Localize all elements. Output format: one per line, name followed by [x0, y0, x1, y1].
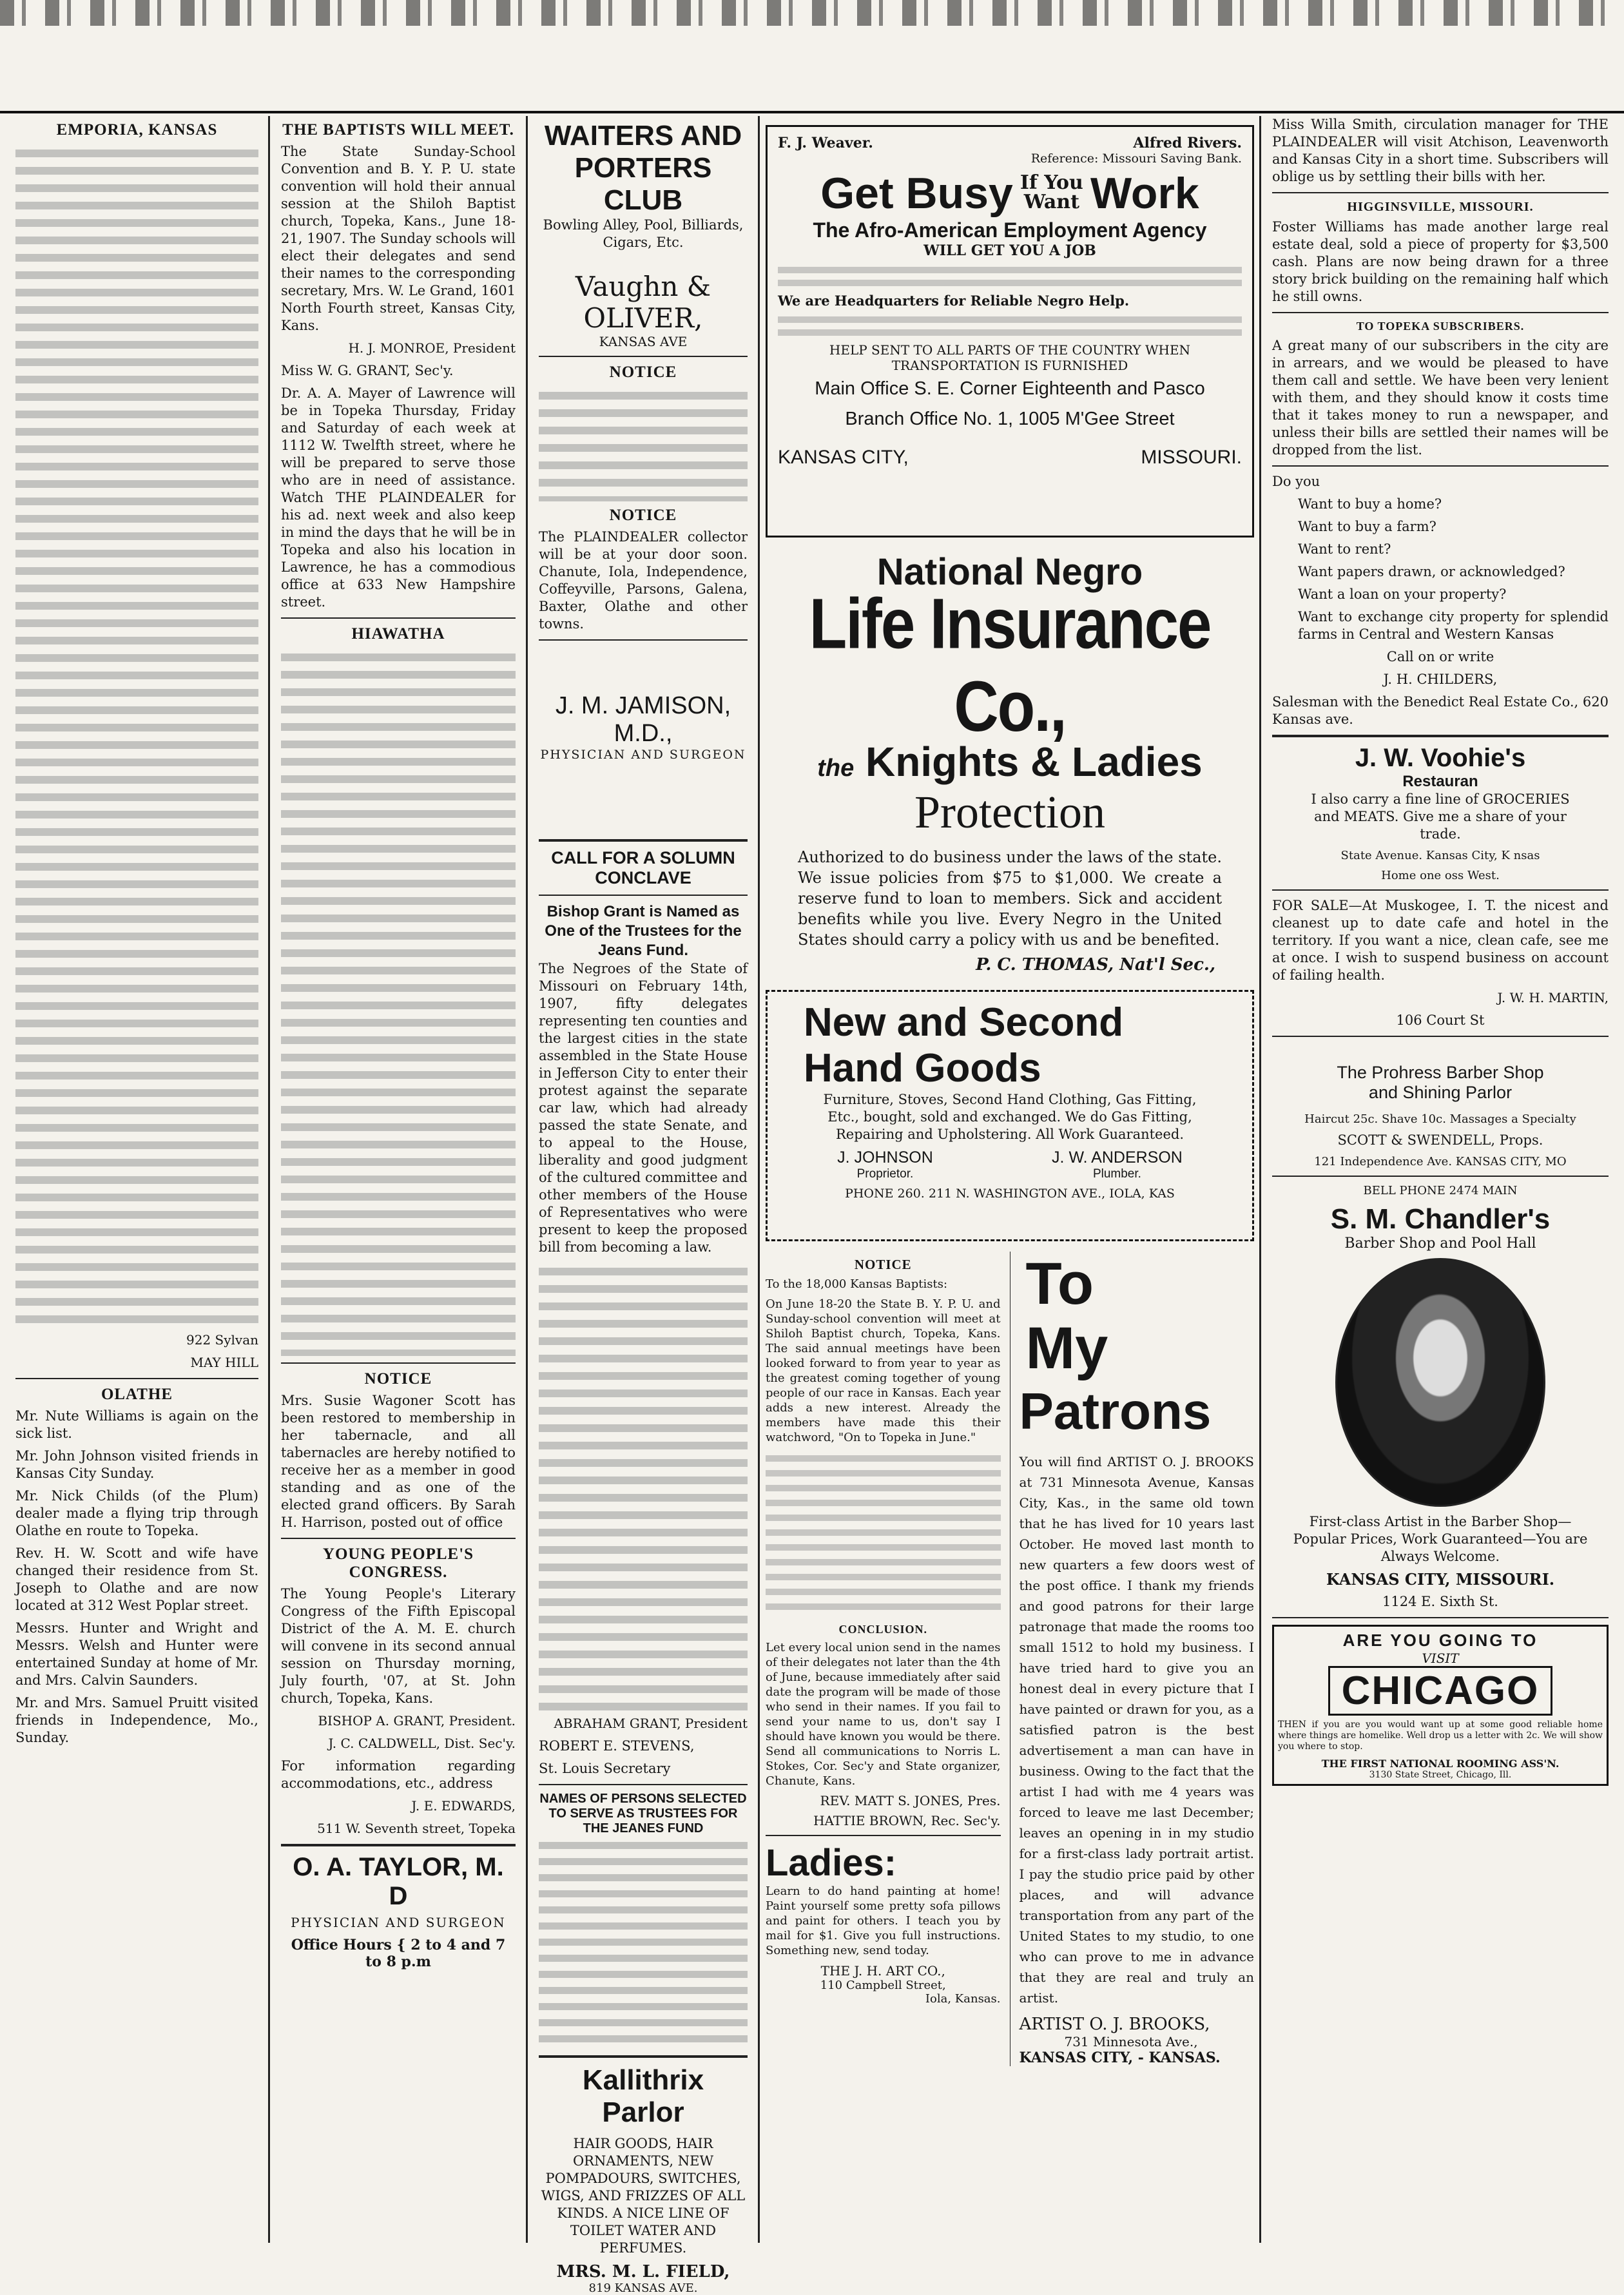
thomas-signature: P. C. THOMAS, Nat'l Sec., — [976, 955, 1215, 974]
waiters-title: WAITERS AND PORTERS CLUB — [544, 120, 742, 216]
martin-address: 106 Court St — [1396, 1012, 1485, 1028]
subscribers-heading: TO TOPEKA SUBSCRIBERS. — [1356, 320, 1525, 333]
get-busy: Get Busy — [820, 169, 1013, 218]
kallithrix-address: 819 KANSAS AVE. — [588, 2281, 698, 2295]
olathe-item: Mr. John Johnson visited friends in Kansas City Sunday. — [15, 1448, 258, 1481]
scott-name: SCOTT & SWENDELL, Props. — [1337, 1132, 1543, 1148]
want-item: Want a loan on your property? — [1298, 586, 1507, 602]
emporia-signoff: 922 Sylvan — [186, 1332, 258, 1348]
patrons-heading: Patrons — [1019, 1382, 1212, 1440]
ladies-city: Iola, Kansas. — [925, 1992, 1001, 2006]
baptist-signature: H. J. MONROE, President — [348, 340, 516, 356]
new-and-second: New and Second — [804, 1000, 1124, 1045]
chandler-text: First-class Artist in the Barber Shop—Popular Prices, Work Guaranteed—You are Always Welcome. — [1293, 1514, 1588, 1564]
vaughn-oliver: Vaughn & OLIVER, — [575, 271, 711, 334]
column-4 — [762, 116, 1258, 2230]
voohie-text: I also carry a fine line of GROCERIES and MEATS. Give me a share of your trade. — [1311, 791, 1570, 842]
chicago-word: CHICAGO — [1328, 1666, 1553, 1716]
want-item: Want papers drawn, or acknowledged? — [1298, 564, 1565, 579]
olathe-item: Mr. Nute Williams is again on the sick list. — [15, 1408, 258, 1441]
rivers-reference: Reference: Missouri Saving Bank. — [1030, 151, 1242, 166]
waiters-line: Bowling Alley, Pool, Billiards, Cigars, Etc. — [543, 217, 744, 250]
ypc-address: 511 W. Seventh street, Topeka — [317, 1821, 516, 1836]
anderson-title: Plumber. — [1092, 1167, 1141, 1181]
taylor-name: O. A. TAYLOR, M. D — [293, 1853, 504, 1910]
ypc-contact: J. E. EDWARDS, — [411, 1798, 516, 1814]
taylor-title: PHYSICIAN AND SURGEON — [291, 1915, 506, 1930]
notice-heading-2: NOTICE — [609, 507, 677, 524]
insurance-text: Authorized to do business under the laws of the state. We issue policies from $75 to $1,000. We create a reserve fund to loan to members. Sick and accident benefits while you live. Every Negro in the United States should carry a policy with us and be benefited. — [798, 848, 1222, 949]
chandler-portrait — [1335, 1258, 1545, 1507]
chandler-address: 1124 E. Sixth St. — [1382, 1594, 1498, 1609]
ypc-heading: YOUNG PEOPLE'S CONGRESS. — [322, 1545, 474, 1581]
emporia-heading: EMPORIA, KANSAS — [56, 121, 218, 139]
abraham-signature: ABRAHAM GRANT, President — [554, 1716, 748, 1731]
goods-text: Furniture, Stoves, Second Hand Clothing, Gas Fitting, Etc., bought, sold and exchanged. We do Gas Fitting, Repairing and Upholstering. All Work Guaranteed. — [823, 1092, 1197, 1142]
want-item: Want to rent? — [1298, 541, 1391, 557]
help-sent: HELP SENT TO ALL PARTS OF THE COUNTRY WHEN TRANSPORTATION IS FURNISHED — [829, 342, 1191, 373]
my-heading: My — [1025, 1315, 1108, 1381]
notice-heading: NOTICE — [854, 1257, 912, 1272]
notice-intro: To the 18,000 Kansas Baptists: — [766, 1277, 948, 1291]
column-1 — [6, 116, 267, 2230]
missouri: MISSOURI. — [1141, 447, 1242, 468]
faded-text-block — [778, 263, 1242, 289]
higgins-item: Foster Williams has made another large real estate deal, sold a piece of property for $3,500 cash. Plans are now being drawn for a three story brick building on the remaining half which he still owns. — [1272, 219, 1609, 304]
ypc-signature: J. C. CALDWELL, Dist. Sec'y. — [328, 1736, 516, 1751]
baptist-signature-secretary: Miss W. G. GRANT, Sec'y. — [281, 363, 454, 378]
ypc-signature: BISHOP A. GRANT, President. — [318, 1713, 516, 1729]
prohress-title: The Prohress Barber Shop — [1337, 1063, 1544, 1082]
faded-text-block — [766, 1450, 1001, 1618]
hand-goods: Hand Goods — [804, 1046, 1041, 1090]
voohie-restaurant: Restauran — [1402, 773, 1478, 790]
insurance-ad — [766, 550, 1254, 974]
olathe-item: Mr. and Mrs. Samuel Pruitt visited friends in Independence, Mo., Sunday. — [15, 1695, 258, 1745]
robert-title: St. Louis Secretary — [539, 1761, 671, 1776]
conclusion-text: Let every local union send in the names of their delegates not later than the 4th of June, because immediately after said date the program will be made of those who send in their names. If you fail to send your name to us, don't say I should have known you would be there. Send all communications to Norris L. Stokes, Cor. Sec'y and State organizer, Chanute, Kans. — [766, 1641, 1001, 1788]
taylor-hours: Office Hours { 2 to 4 and 7 to 8 p.m — [291, 1937, 506, 1970]
column-3 — [530, 116, 757, 2295]
visit-word: VISIT — [1422, 1651, 1459, 1666]
jamison-name: J. M. JAMISON, M.D., — [555, 692, 731, 747]
column-rule — [268, 116, 270, 2243]
column-rule — [526, 116, 528, 2243]
for-sale-text: FOR SALE—At Muskogee, I. T. the nicest and cleanest up to date cafe and hotel in the territory. If you want a nice, clean cafe, see me at once. I wish to suspend business on account of failing health. — [1272, 898, 1609, 983]
ypc-info: For information regarding accommodations, etc., address — [281, 1758, 516, 1791]
will-get-job: WILL GET YOU A JOB — [923, 242, 1096, 259]
chandler-title: S. M. Chandler's — [1330, 1203, 1551, 1235]
childers-text: Salesman with the Benedict Real Estate Co., 620 Kansas ave. — [1272, 694, 1609, 727]
bottom-row — [766, 1252, 1254, 2066]
subscribers-item: A great many of our subscribers in the city are in arrears, and we would be pleased to have them call and settle. We have been very lenient with them, and they should know it costs time that it takes money to run a newspaper, and unless their bills are settled their names will be dropped from the list. — [1272, 338, 1609, 458]
olathe-item: Messrs. Hunter and Wright and Messrs. Welsh and Hunter were entertained Sunday at home of Mr. and Mrs. Calvin Saunders. — [15, 1620, 258, 1688]
baptist-heading: THE BAPTISTS WILL MEET. — [282, 121, 514, 139]
knights-ladies: Knights & Ladies — [865, 739, 1203, 785]
kallithrix-text: HAIR GOODS, HAIR ORNAMENTS, NEW POMPADOURS, SWITCHES, WIGS, AND FRIZZES OF ALL KINDS. A NICE LINE OF TOILET WATER AND PERFUMES. — [541, 2136, 746, 2256]
kallithrix-title: Kallithrix Parlor — [582, 2064, 704, 2128]
protection: Protection — [914, 786, 1105, 838]
higgins-heading: HIGGINSVILLE, MISSOURI. — [1347, 200, 1534, 214]
anderson-name: J. W. ANDERSON — [1052, 1148, 1183, 1167]
main-office: Main Office S. E. Corner Eighteenth and Pasco — [815, 378, 1205, 399]
robert-signature: ROBERT E. STEVENS, — [539, 1738, 695, 1754]
to-heading: To — [1025, 1251, 1094, 1317]
faded-text-block — [539, 1836, 748, 2049]
rivers-name: Alfred Rivers. — [1133, 135, 1242, 151]
olathe-heading: OLATHE — [101, 1386, 173, 1403]
olathe-item: Rev. H. W. Scott and wife have changed their residence from St. Joseph to Olathe and are now located at 312 West Poplar street. — [15, 1545, 258, 1613]
work: Work — [1090, 169, 1199, 218]
faded-text-block — [778, 313, 1242, 338]
prohress-services: Haircut 25c. Shave 10c. Massages a Specialty — [1304, 1112, 1576, 1126]
chandler-city: KANSAS CITY, MISSOURI. — [1326, 1570, 1555, 1589]
column-5 — [1263, 116, 1618, 2230]
kansas-city: KANSAS CITY, — [778, 447, 909, 468]
baptist-article: The State Sunday-School Convention and B. Y. P. U. state convention will hold their annual session at the Shiloh Baptist church, Topeka, Kans., June 18-21, 1907. The Sunday schools will elect their delegates and send their names to the corresponding secretary, Mrs. W. Le Grand, 1601 North Fourth street, Kansas City, Kans. — [281, 144, 516, 333]
faded-text-block — [539, 385, 748, 501]
notice-text: On June 18-20 the State B. Y. P. U. and Sunday-school convention will meet at Shiloh Baptist church, Topeka, Kans. The said annual meetings have been looked forward to from year to year as the greatest coming together of young people of our race in Kansas. Each year adds a new interest. Already the members have made this their watchword, "On to Topeka in June." — [766, 1297, 1001, 1444]
scott-address: 121 Independence Ave. KANSAS CITY, MO — [1314, 1155, 1567, 1168]
goods-address: PHONE 260. 211 N. WASHINGTON AVE., IOLA, KAS — [845, 1186, 1175, 1201]
mayer-article: Dr. A. A. Mayer of Lawrence will be in Topeka Thursday, Friday and Saturday of each week at 1112 W. Twelfth street, where he will be prepared to serve those who are in need of assistance. Watch THE PLAINDEALER for his ad. next week and also keep in mind the days that he will be in Topeka and also his location in Lawrence, he has a commodious office at 633 New Hampshire street. — [281, 385, 516, 610]
johnson-name: J. JOHNSON — [837, 1148, 933, 1167]
names-heading: NAMES OF PERSONS SELECTED TO SERVE AS TRUSTEES FOR THE JEANES FUND — [539, 1792, 747, 1835]
national-negro: National Negro — [876, 551, 1143, 593]
jamison-title: PHYSICIAN AND SURGEON — [540, 748, 746, 762]
faded-text-block — [281, 647, 516, 1356]
do-you: Do you — [1272, 474, 1320, 489]
hand-goods-ad — [766, 990, 1254, 1241]
notice-heading: NOTICE — [364, 1370, 432, 1388]
headquarters-line: We are Headquarters for Reliable Negro Help. — [778, 293, 1130, 309]
faded-text-block — [539, 1261, 748, 1712]
chicago-footer-2: 3130 State Street, Chicago, Ill. — [1369, 1770, 1512, 1780]
employment-agency-ad — [766, 125, 1254, 537]
faded-text-block — [15, 143, 258, 1329]
torn-top-edge — [0, 0, 1624, 26]
patrons-text: You will find ARTIST O. J. BROOKS at 731 Minnesota Avenue, Kansas City, Kas., in the same old town that he has lived for 10 years last October. He moved last month to new quarters a few doors west of the post office. I thank my friends and good patrons for their large patronage that made the rooms too small 1512 to hold my business. I have tried hard to give you an honest deal in every picture that I have painted or drawn for you, as a satisfied patron is the best advertisement a man can have in business. Owing to the fact that the artist I had with me 4 years was forced to leave me last December; leaves an opening in in my studio for a first-class lady portrait artist. I pay the studio price paid by other places, and will advance transportation from any part of the United States to my studio, to one who can prove to me in advance that they are real and truly an artist. — [1019, 1454, 1254, 2006]
chicago-footer: THE FIRST NATIONAL ROOMING ASS'N. — [1321, 1758, 1560, 1770]
conclave-article: The Negroes of the State of Missouri on February 14th, 1907, fifty delegates representing ten counties and the largest cities in the state assembled in the State House in Jefferson City to enter their protest against the separate car law, which had already passed the state Senate, and to appeal to the House, liberality and good judgment of the cultured committee and other members of the House of Representatives who were present to keep the proposed bill from becoming a law. — [539, 961, 748, 1255]
prohress-subtitle: and Shining Parlor — [1368, 1083, 1513, 1102]
brooks-address: 731 Minnesota Ave., — [1064, 2034, 1198, 2049]
voohie-address-2: Home one oss West. — [1381, 869, 1500, 882]
ladies-text: Learn to do hand painting at home! Paint yourself some pretty sofa pillows and paint for others. I teach you by mail for $1. Give you full instructions. Something new, send today. — [766, 1884, 1001, 1957]
ypc-article: The Young People's Literary Congress of the Fifth Episcopal District of the A. M. E. church will convene in its second annual session on Thursday morning, July fourth, '07, at St. John church, Topeka, Kans. — [281, 1586, 516, 1706]
agency-name: The Afro-American Employment Agency — [813, 218, 1207, 242]
vaughn-address: KANSAS AVE — [599, 334, 688, 349]
want-item: Want to buy a farm? — [1298, 519, 1436, 534]
weaver-name: F. J. Weaver. — [778, 135, 873, 151]
chandler-subtitle: Barber Shop and Pool Hall — [1344, 1235, 1536, 1252]
want-item: Want to buy a home? — [1298, 496, 1442, 512]
ladies-title: Ladies: — [766, 1842, 897, 1884]
chicago-ad — [1272, 1625, 1609, 1786]
masthead-rule — [0, 111, 1624, 113]
life-insurance: Life Insurance Co., — [809, 584, 1211, 747]
ladies-address: 110 Campbell Street, — [820, 1979, 946, 1992]
the-word: the — [817, 755, 855, 782]
notice-signature: REV. MATT S. JONES, Pres. — [820, 1793, 1001, 1808]
smith-item: Miss Willa Smith, circulation manager for THE PLAINDEALER will visit Atchison, Leavenworth and Kansas City in a short time. Subscribers will oblige us by settling their bills with her. — [1272, 117, 1609, 184]
are-you-going: ARE YOU GOING TO — [1342, 1631, 1538, 1650]
conclave-heading: CALL FOR A SOLUMN CONCLAVE — [551, 848, 735, 887]
want-item: Want to exchange city property for splendid farms in Central and Western Kansas — [1298, 609, 1609, 642]
baptist-notice — [766, 1252, 1001, 2066]
if-you-want: If You Want — [1020, 171, 1083, 213]
brooks-city: KANSAS CITY, - KANSAS. — [1019, 2049, 1221, 2066]
column-rule — [758, 116, 760, 2243]
patrons-ad — [1019, 1252, 1254, 2066]
call-on: Call on or write — [1386, 649, 1494, 664]
voohie-address: State Avenue. Kansas City, K nsas — [1340, 849, 1540, 862]
voohie-title: J. W. Voohie's — [1355, 744, 1526, 772]
bishop-heading: Bishop Grant is Named as One of the Trustees for the Jeans Fund. — [545, 903, 742, 959]
emporia-signoff-name: MAY HILL — [190, 1355, 258, 1370]
notice-article: The PLAINDEALER collector will be at your door soon. Chanute, Iola, Independence, Coffeyville, Parsons, Galena, Baxter, Olathe and other towns. — [539, 529, 748, 632]
notice-article: Mrs. Susie Wagoner Scott has been restored to membership in her tabernacle, and all tabernacles are hereby notified to receive her as a member in good standing and as one of the elected grand officers. By Sarah H. Harrison, posted out of office — [281, 1393, 516, 1530]
column-2 — [272, 116, 525, 2230]
martin-name: J. W. H. MARTIN, — [1497, 990, 1609, 1005]
chicago-text: THEN if you are you would want up at some good reliable home where things are homelike. Well drop us a letter with 2c. We will show you where to stop. — [1278, 1719, 1603, 1752]
column-rule — [1259, 116, 1261, 2243]
johnson-title: Proprietor. — [856, 1167, 914, 1181]
chandler-phone: BELL PHONE 2474 MAIN — [1363, 1184, 1518, 1197]
ladies-signature: THE J. H. ART CO., — [820, 1963, 945, 1979]
brooks-signature: ARTIST O. J. BROOKS, — [1019, 2015, 1210, 2034]
branch-office: Branch Office No. 1, 1005 M'Gee Street — [845, 409, 1175, 429]
kallithrix-signature: MRS. M. L. FIELD, — [556, 2262, 730, 2281]
hiawatha-heading: HIAWATHA — [351, 625, 445, 643]
olathe-item: Mr. Nick Childs (of the Plum) dealer made a flying trip through Olathe en route to Topeka. — [15, 1488, 258, 1538]
notice-signature: HATTIE BROWN, Rec. Sec'y. — [813, 1813, 1001, 1828]
childers-name: J. H. CHILDERS, — [1383, 672, 1498, 687]
conclusion-heading: CONCLUSION. — [838, 1623, 928, 1636]
notice-heading: NOTICE — [609, 363, 677, 381]
